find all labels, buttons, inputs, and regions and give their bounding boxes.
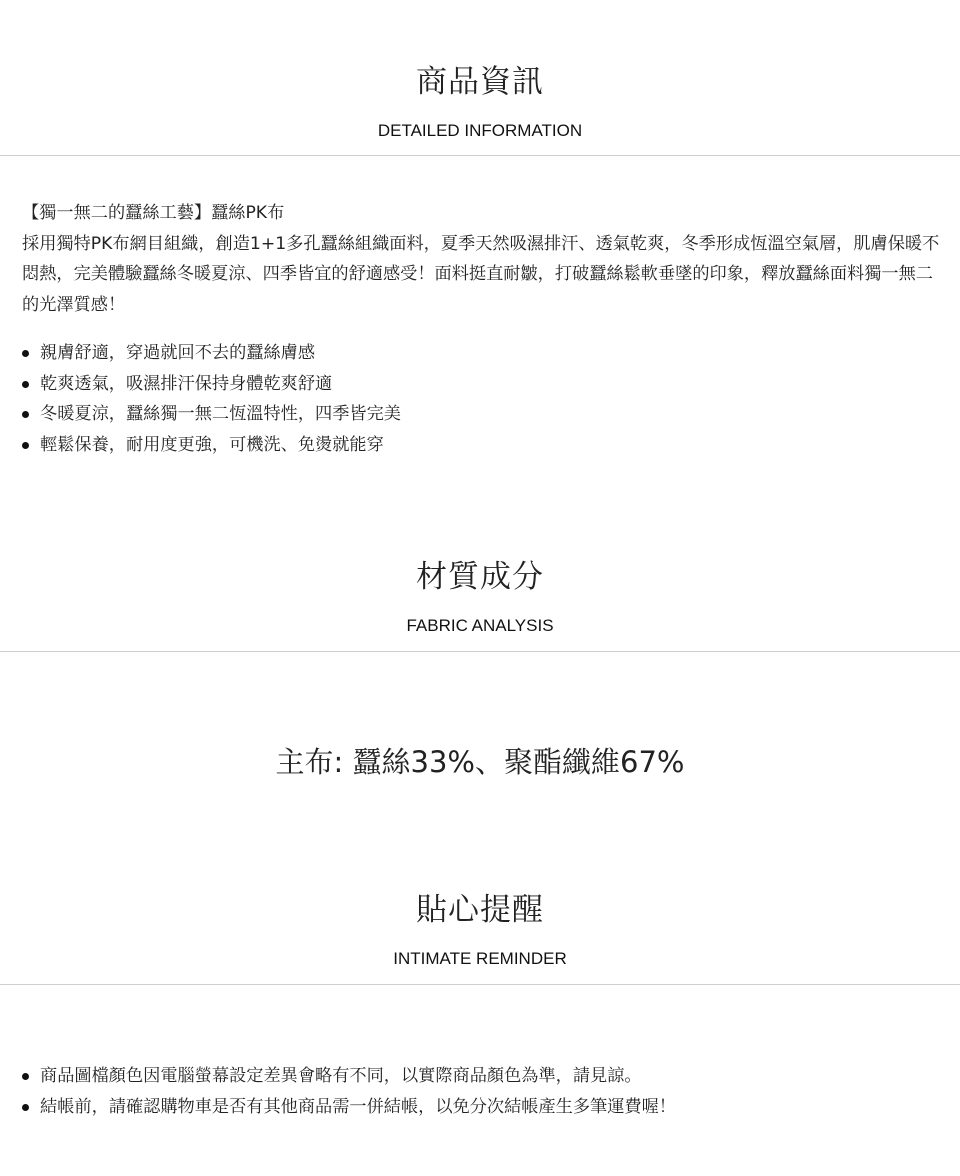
fabric-analysis-header [0,557,960,637]
reminder-list [22,1061,676,1122]
list-item: 冬暖夏涼，蠶絲獨一無二恆溫特性，四季皆完美 [22,399,401,430]
section-divider [0,984,960,985]
fabric-composition: 主布: 蠶絲33%、聚酯纖維67% [275,745,685,779]
section-title-zh: 材質成分 [416,559,544,595]
section-title-zh: 貼心提醒 [416,892,544,928]
intro-body: 採用獨特PK布網目組織，創造1+1多孔蠶絲組織面料，夏季天然吸濕排汗、透氣乾爽，冬季形成恆溫空氣層，肌膚保暖不悶熱，完美體驗蠶絲冬暖夏涼、四季皆宜的舒適感受！面料挺直耐皺，打破蠶絲鬆軟垂墜的印象，釋放蠶絲面料獨一無二的光澤質感！ [22,233,940,315]
section-title-zh: 商品資訊 [416,64,544,100]
section-title-en: FABRIC ANALYSIS [406,616,554,635]
section-divider [0,651,960,652]
feature-list [22,338,401,460]
list-item: 親膚舒適，穿過就回不去的蠶絲膚感 [22,338,401,369]
list-item: 乾爽透氣，吸濕排汗保持身體乾爽舒適 [22,369,401,400]
intro-heading: 【獨一無二的蠶絲工藝】蠶絲PK布 [22,203,285,223]
section-title-en: INTIMATE REMINDER [393,949,567,968]
list-item: 結帳前，請確認購物車是否有其他商品需一併結帳，以免分次結帳產生多筆運費喔！ [22,1092,676,1123]
list-item: 商品圖檔顏色因電腦螢幕設定差異會略有不同，以實際商品顏色為準，請見諒。 [22,1061,676,1092]
list-item: 輕鬆保養，耐用度更強，可機洗、免燙就能穿 [22,430,401,461]
detailed-information-header [0,62,960,142]
section-divider [0,155,960,156]
section-title-en: DETAILED INFORMATION [377,121,583,140]
product-intro [22,198,947,320]
intimate-reminder-header [0,890,960,970]
